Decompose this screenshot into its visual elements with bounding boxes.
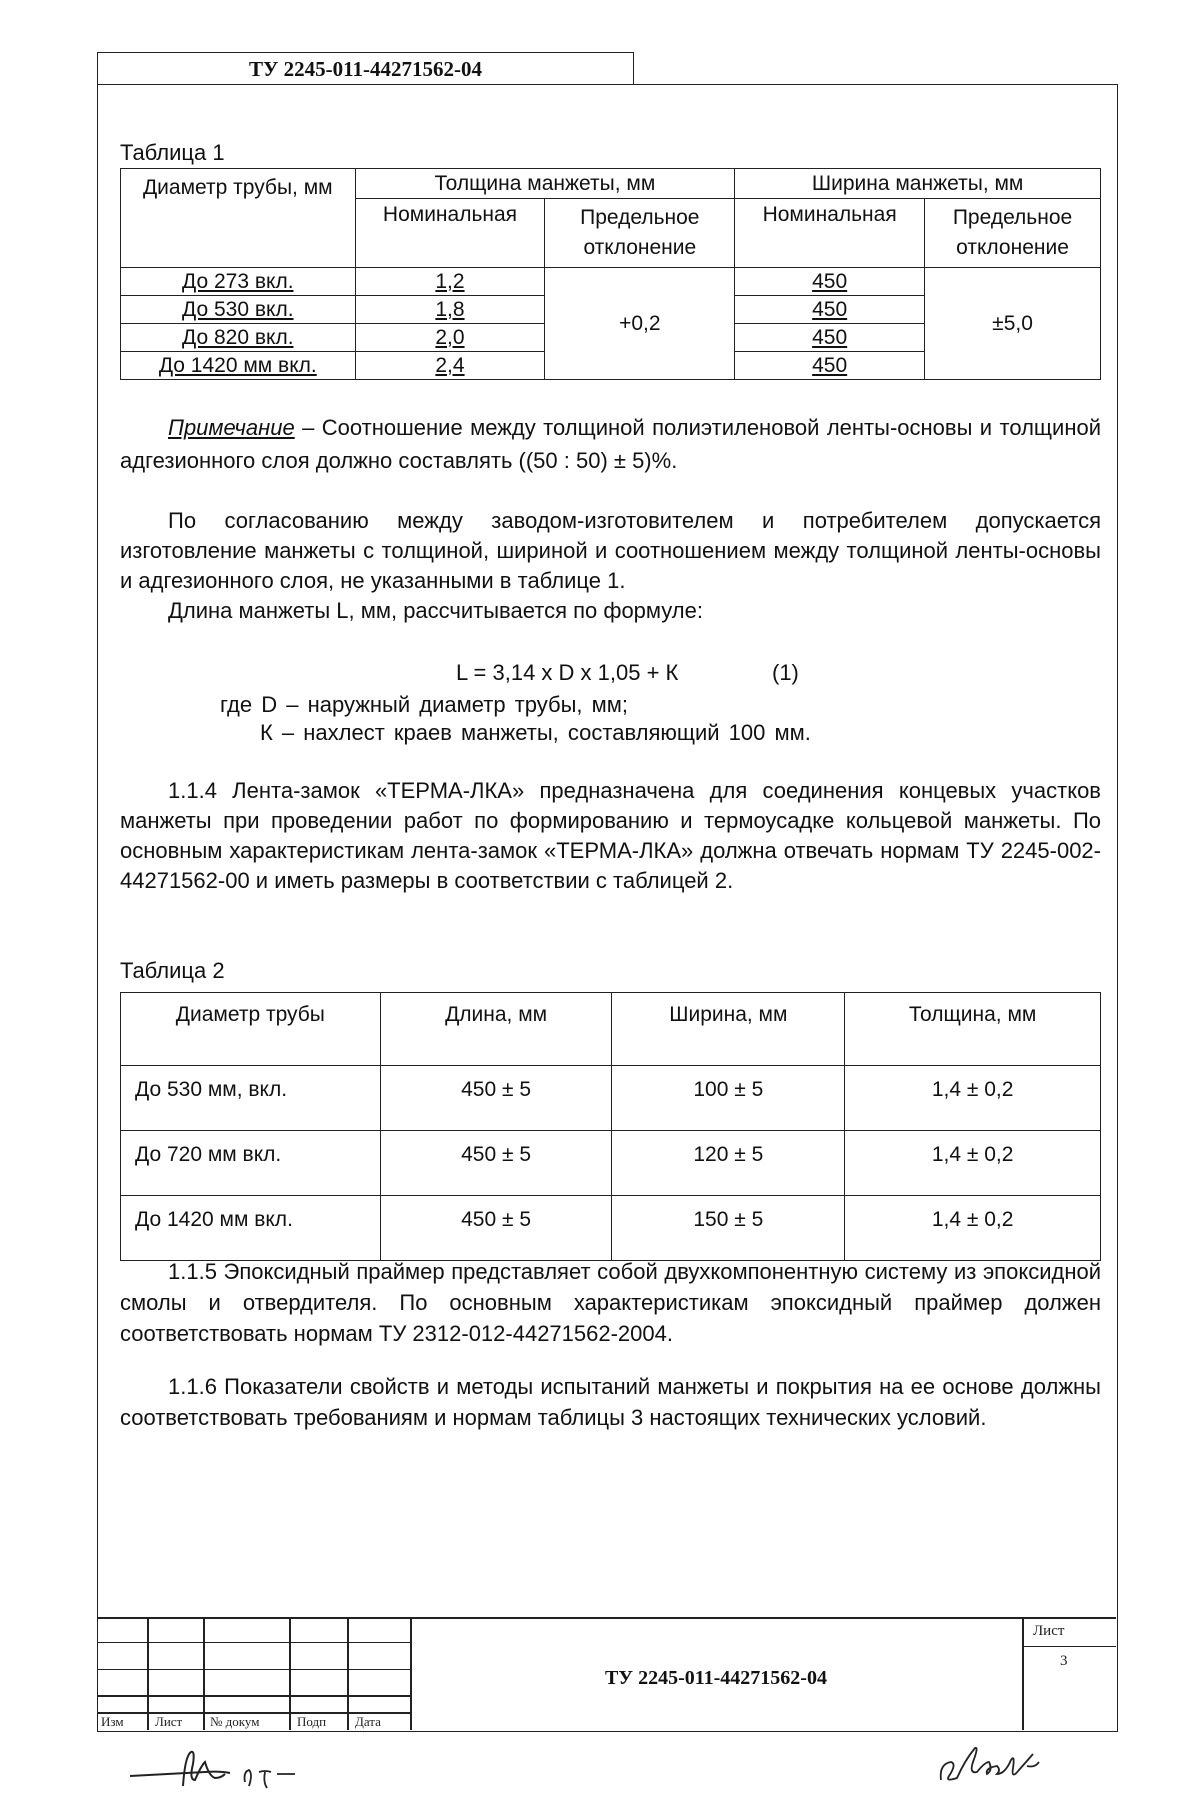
stamp-sheet-label: Лист	[1033, 1623, 1065, 1639]
table1-cell-thickness: 1,2	[435, 269, 465, 293]
table1-header-thickness-deviation: Предельное отклонение	[545, 199, 735, 268]
title-block	[97, 1617, 1116, 1730]
table2-cell: До 1420 мм вкл.	[121, 1196, 381, 1261]
note-paragraph	[120, 411, 1101, 477]
stamp-label-date: Дата	[355, 1714, 381, 1729]
table2-header-length: Длина, мм	[380, 993, 612, 1066]
table1-header-thickness-nominal: Номинальная	[355, 199, 545, 268]
paragraph-1-1-6: 1.1.6 Показатели свойств и методы испытаний манжеты и покрытия на ее основе должны соответствовать требованиям и нормам таблицы 3 настоящих технических условий.	[120, 1374, 1101, 1430]
signature-right-icon	[935, 1740, 1095, 1792]
note-text: – Соотношение между толщиной полиэтиленовой ленты-основы и толщиной адгезионного слоя должно составлять ((50 : 50) ± 5)%.	[120, 415, 1101, 473]
table-row	[121, 1196, 1101, 1261]
table1-header-width-deviation: Предельное отклонение	[925, 199, 1101, 268]
length-paragraph: Длина манжеты L, мм, рассчитывается по формуле:	[168, 598, 703, 623]
table1-cell-diameter: До 820 вкл.	[182, 325, 294, 349]
table-row	[121, 1131, 1101, 1196]
table2-cell: 150 ± 5	[612, 1196, 845, 1261]
table2	[120, 992, 1101, 1261]
stamp-document-code: ТУ 2245-011-44271562-04	[605, 1667, 827, 1689]
note-label: Примечание	[168, 415, 295, 440]
table2-cell: 120 ± 5	[612, 1131, 845, 1196]
table1-cell-width: 450	[812, 325, 848, 349]
stamp-sheet-number: 3	[1060, 1653, 1068, 1669]
stamp-label-doc-number: № докум	[210, 1714, 260, 1729]
table1-width-deviation-value: ±5,0	[925, 268, 1101, 380]
paragraph-1-1-4: 1.1.4 Лента-замок «ТЕРМА-ЛКА» предназначена для соединения концевых участков манжеты при проведении работ по формированию и термоусадке кольцевой манжеты. По основным характеристикам лента-замок «ТЕРМА-ЛКА» должна отвечать нормам ТУ 2245-002-44271562-00 и иметь размеры в соответствии с таблицей 2.	[120, 778, 1101, 893]
table1-cell-thickness: 2,0	[435, 325, 465, 349]
table2-cell: 450 ± 5	[380, 1131, 612, 1196]
table1-caption: Таблица 1	[120, 140, 225, 165]
table1-cell-diameter: До 273 вкл.	[182, 269, 294, 293]
agreement-paragraph: По согласованию между заводом-изготовителем и потребителем допускается изготовление манжеты с толщиной, шириной и соотношением между толщиной ленты-основы и адгезионного слоя, не указанными в таблице 1.	[120, 508, 1101, 593]
table2-cell: 450 ± 5	[380, 1066, 612, 1131]
table1	[120, 168, 1101, 380]
formula-number: (1)	[772, 660, 799, 685]
table2-cell: До 530 мм, вкл.	[121, 1066, 381, 1131]
table1-cell-diameter: До 1420 мм вкл.	[158, 353, 317, 377]
stamp-label-sheet: Лист	[155, 1714, 183, 1729]
table-row	[121, 268, 1101, 296]
table1-header-diameter: Диаметр трубы, мм	[121, 169, 356, 268]
stamp-label-signature: Подп	[297, 1714, 327, 1729]
table2-cell: До 720 мм вкл.	[121, 1131, 381, 1196]
table2-cell: 1,4 ± 0,2	[845, 1066, 1101, 1131]
table1-cell-width: 450	[812, 297, 848, 321]
paragraph-1-1-5: 1.1.5 Эпоксидный праймер представляет собой двухкомпонентную систему из эпоксидной смолы и отвердителя. По основным характеристикам эпоксидный праймер должен соответствовать нормам ТУ 2312-012-44271562-2004.	[120, 1259, 1101, 1346]
table2-cell: 1,4 ± 0,2	[845, 1131, 1101, 1196]
table1-cell-width: 450	[812, 269, 848, 293]
formula-where-d: где D – наружный диаметр трубы, мм;	[220, 692, 628, 717]
table2-header-width: Ширина, мм	[612, 993, 845, 1066]
table2-cell: 100 ± 5	[612, 1066, 845, 1131]
table1-cell-width: 450	[812, 353, 848, 377]
header-box	[97, 52, 634, 85]
table1-cell-thickness: 1,8	[435, 297, 465, 321]
table2-header-thickness: Толщина, мм	[845, 993, 1101, 1066]
document-code-header: ТУ 2245-011-44271562-04	[249, 57, 482, 81]
stamp-label-change: Изм	[101, 1714, 124, 1729]
table2-cell: 450 ± 5	[380, 1196, 612, 1261]
table2-caption: Таблица 2	[120, 958, 225, 983]
table1-header-width-nominal: Номинальная	[735, 199, 925, 268]
table1-header-thickness: Толщина манжеты, мм	[355, 169, 735, 199]
formula-where-k: К – нахлест краев манжеты, составляющий 100 мм.	[260, 720, 811, 745]
table1-cell-thickness: 2,4	[435, 353, 465, 377]
signature-left-icon	[125, 1746, 345, 1798]
table2-header-diameter: Диаметр трубы	[121, 993, 381, 1066]
table1-thickness-deviation-value: +0,2	[545, 268, 735, 380]
table1-cell-diameter: До 530 вкл.	[182, 297, 294, 321]
formula: L = 3,14 х D х 1,05 + К	[456, 660, 679, 685]
table1-header-width: Ширина манжеты, мм	[735, 169, 1101, 199]
table2-cell: 1,4 ± 0,2	[845, 1196, 1101, 1261]
table-row	[121, 1066, 1101, 1131]
